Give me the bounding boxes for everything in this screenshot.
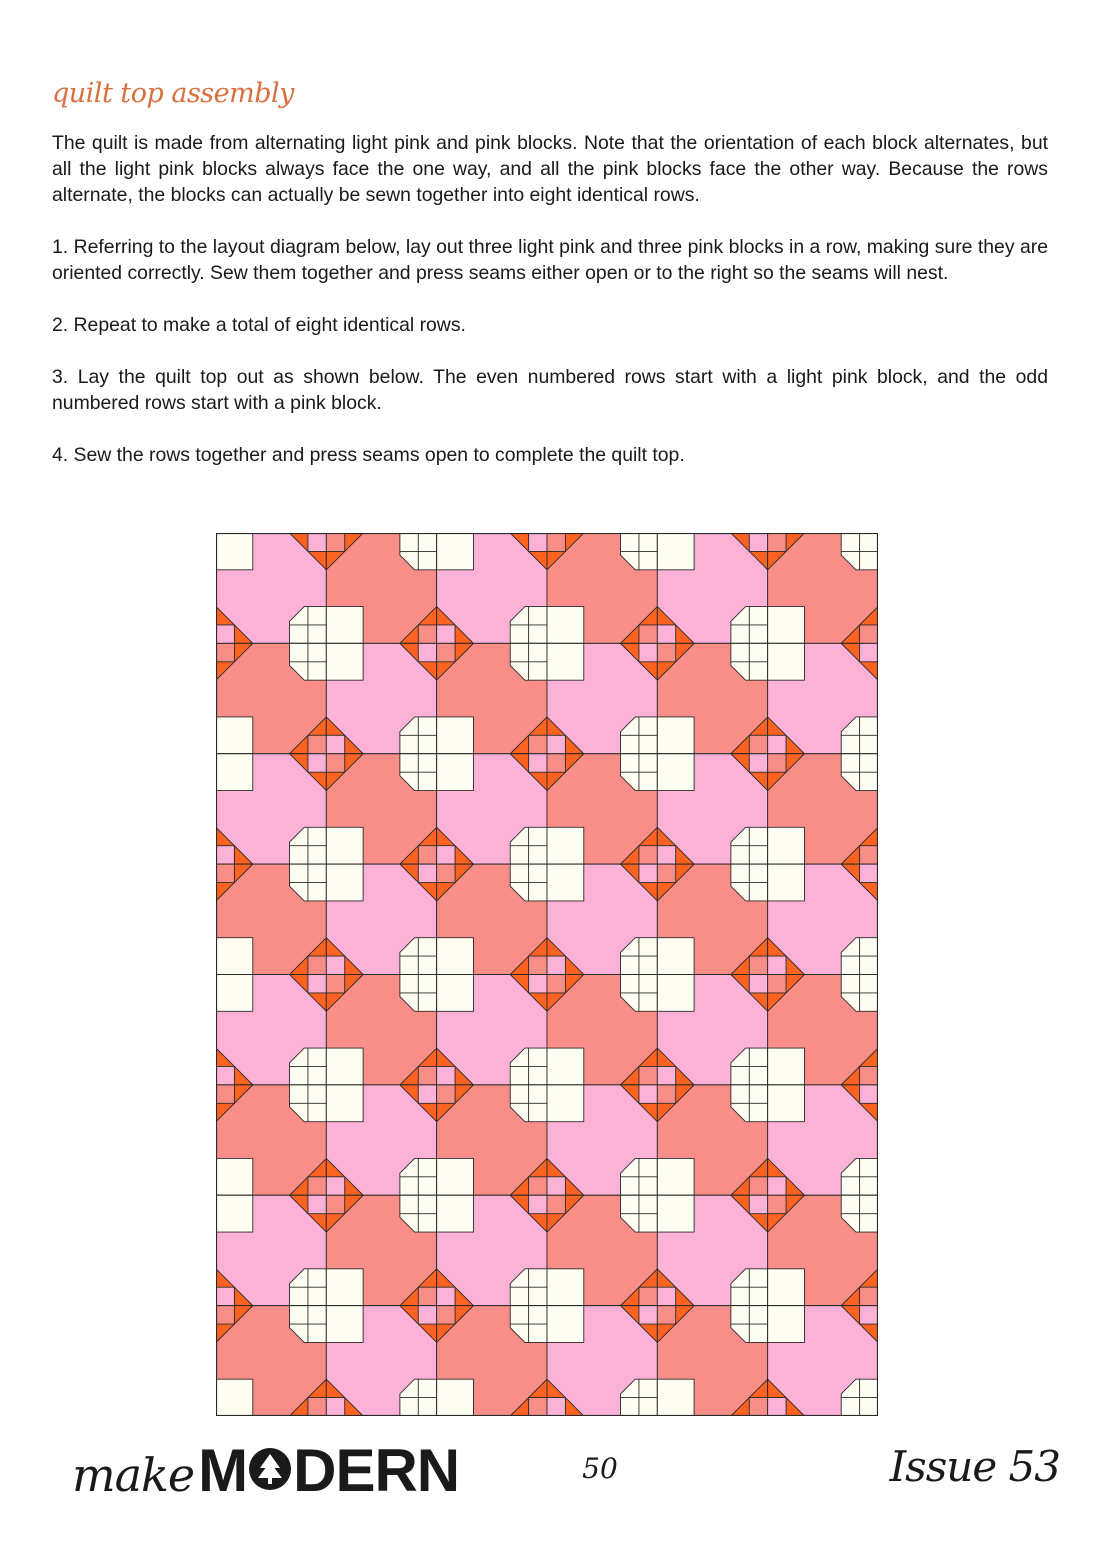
quilt-block-19-corner-square xyxy=(326,864,363,901)
quilt-block-12-corner-square xyxy=(216,754,253,791)
quilt-block-34-corner-square xyxy=(657,1158,694,1195)
quilt-block-42-corner-square xyxy=(216,1379,253,1416)
quilt-block-18-corner-square xyxy=(216,938,253,975)
quilt-block-26-corner-square xyxy=(437,975,474,1012)
quilt-block-45-corner-square xyxy=(547,1306,584,1343)
quilt-block-6-corner-square xyxy=(216,717,253,754)
quilt-block-4-corner-square xyxy=(657,533,694,570)
quilt-block-40-corner-square xyxy=(657,1195,694,1232)
step-1: 1. Referring to the layout diagram below, lay out three light pink and three pink blocks in a row, making sure they are oriented correctly. Sew them together and press seams either open or to the right so the seams will nest. xyxy=(52,236,1048,284)
quilt-layout-diagram xyxy=(216,533,878,1416)
quilt-block-36-corner-square xyxy=(216,1195,253,1232)
quilt-block-28-corner-square xyxy=(657,975,694,1012)
step-2: 2. Repeat to make a total of eight identical rows. xyxy=(52,314,466,336)
quilt-block-21-corner-square xyxy=(547,864,584,901)
quilt-block-8-corner-square xyxy=(437,717,474,754)
quilt-block-10-corner-square xyxy=(657,717,694,754)
quilt-block-31-corner-square xyxy=(326,1085,363,1122)
quilt-block-25-corner-square xyxy=(326,1048,363,1085)
quilt-block-16-corner-square xyxy=(657,754,694,791)
quilt-block-44-corner-square xyxy=(437,1379,474,1416)
quilt-block-32-corner-square xyxy=(437,1158,474,1195)
quilt-block-1-corner-square xyxy=(326,607,363,644)
step-3: 3. Lay the quilt top out as shown below. The even numbered rows start with a light pink block, and the odd numbered rows start with a pink block. xyxy=(52,366,1048,414)
quilt-block-15-corner-square xyxy=(547,827,584,864)
quilt-block-37-corner-square xyxy=(326,1269,363,1306)
quilt-block-38-corner-square xyxy=(437,1195,474,1232)
quilt-block-5-corner-square xyxy=(768,607,805,644)
section-heading: quilt top assembly xyxy=(52,78,294,109)
issue-label: Issue 53 xyxy=(889,1442,1060,1491)
quilt-diagram-svg xyxy=(216,533,878,1416)
quilt-block-14-corner-square xyxy=(437,754,474,791)
quilt-block-0-corner-square xyxy=(216,533,253,570)
quilt-block-24-corner-square xyxy=(216,975,253,1012)
logo-modern-m: M xyxy=(198,1437,248,1504)
logo-modern-dern: DERN xyxy=(293,1437,460,1504)
intro-paragraph: The quilt is made from alternating light pink and pink blocks. Note that the orientation of each block alternates, but all the light pink blocks always face the one way, and all the pink blocks face the other way. Because the rows alternate, the blocks can actually be sewn together into eight identical rows. xyxy=(52,132,1048,206)
step-4: 4. Sew the rows together and press seams open to complete the quilt top. xyxy=(52,444,685,466)
quilt-block-2-corner-square xyxy=(437,533,474,570)
quilt-block-41-corner-square xyxy=(768,1269,805,1306)
quilt-block-47-corner-square xyxy=(768,1306,805,1343)
quilt-block-23-corner-square xyxy=(768,864,805,901)
quilt-block-9-corner-square xyxy=(547,643,584,680)
quilt-block-7-corner-square xyxy=(326,643,363,680)
instructions xyxy=(52,130,1048,468)
quilt-block-39-corner-square xyxy=(547,1269,584,1306)
logo-make-text: make xyxy=(72,1448,195,1502)
quilt-block-17-corner-square xyxy=(768,827,805,864)
quilt-block-22-corner-square xyxy=(657,938,694,975)
quilt-block-20-corner-square xyxy=(437,938,474,975)
quilt-block-43-corner-square xyxy=(326,1306,363,1343)
quilt-block-35-corner-square xyxy=(768,1085,805,1122)
quilt-block-29-corner-square xyxy=(768,1048,805,1085)
quilt-block-13-corner-square xyxy=(326,827,363,864)
logo-tree-icon xyxy=(248,1447,292,1491)
quilt-block-3-corner-square xyxy=(547,607,584,644)
quilt-block-33-corner-square xyxy=(547,1085,584,1122)
quilt-block-27-corner-square xyxy=(547,1048,584,1085)
page-number: 50 xyxy=(582,1452,618,1485)
make-modern-logo xyxy=(72,1436,459,1516)
quilt-block-46-corner-square xyxy=(657,1379,694,1416)
quilt-block-30-corner-square xyxy=(216,1158,253,1195)
quilt-block-11-corner-square xyxy=(768,643,805,680)
